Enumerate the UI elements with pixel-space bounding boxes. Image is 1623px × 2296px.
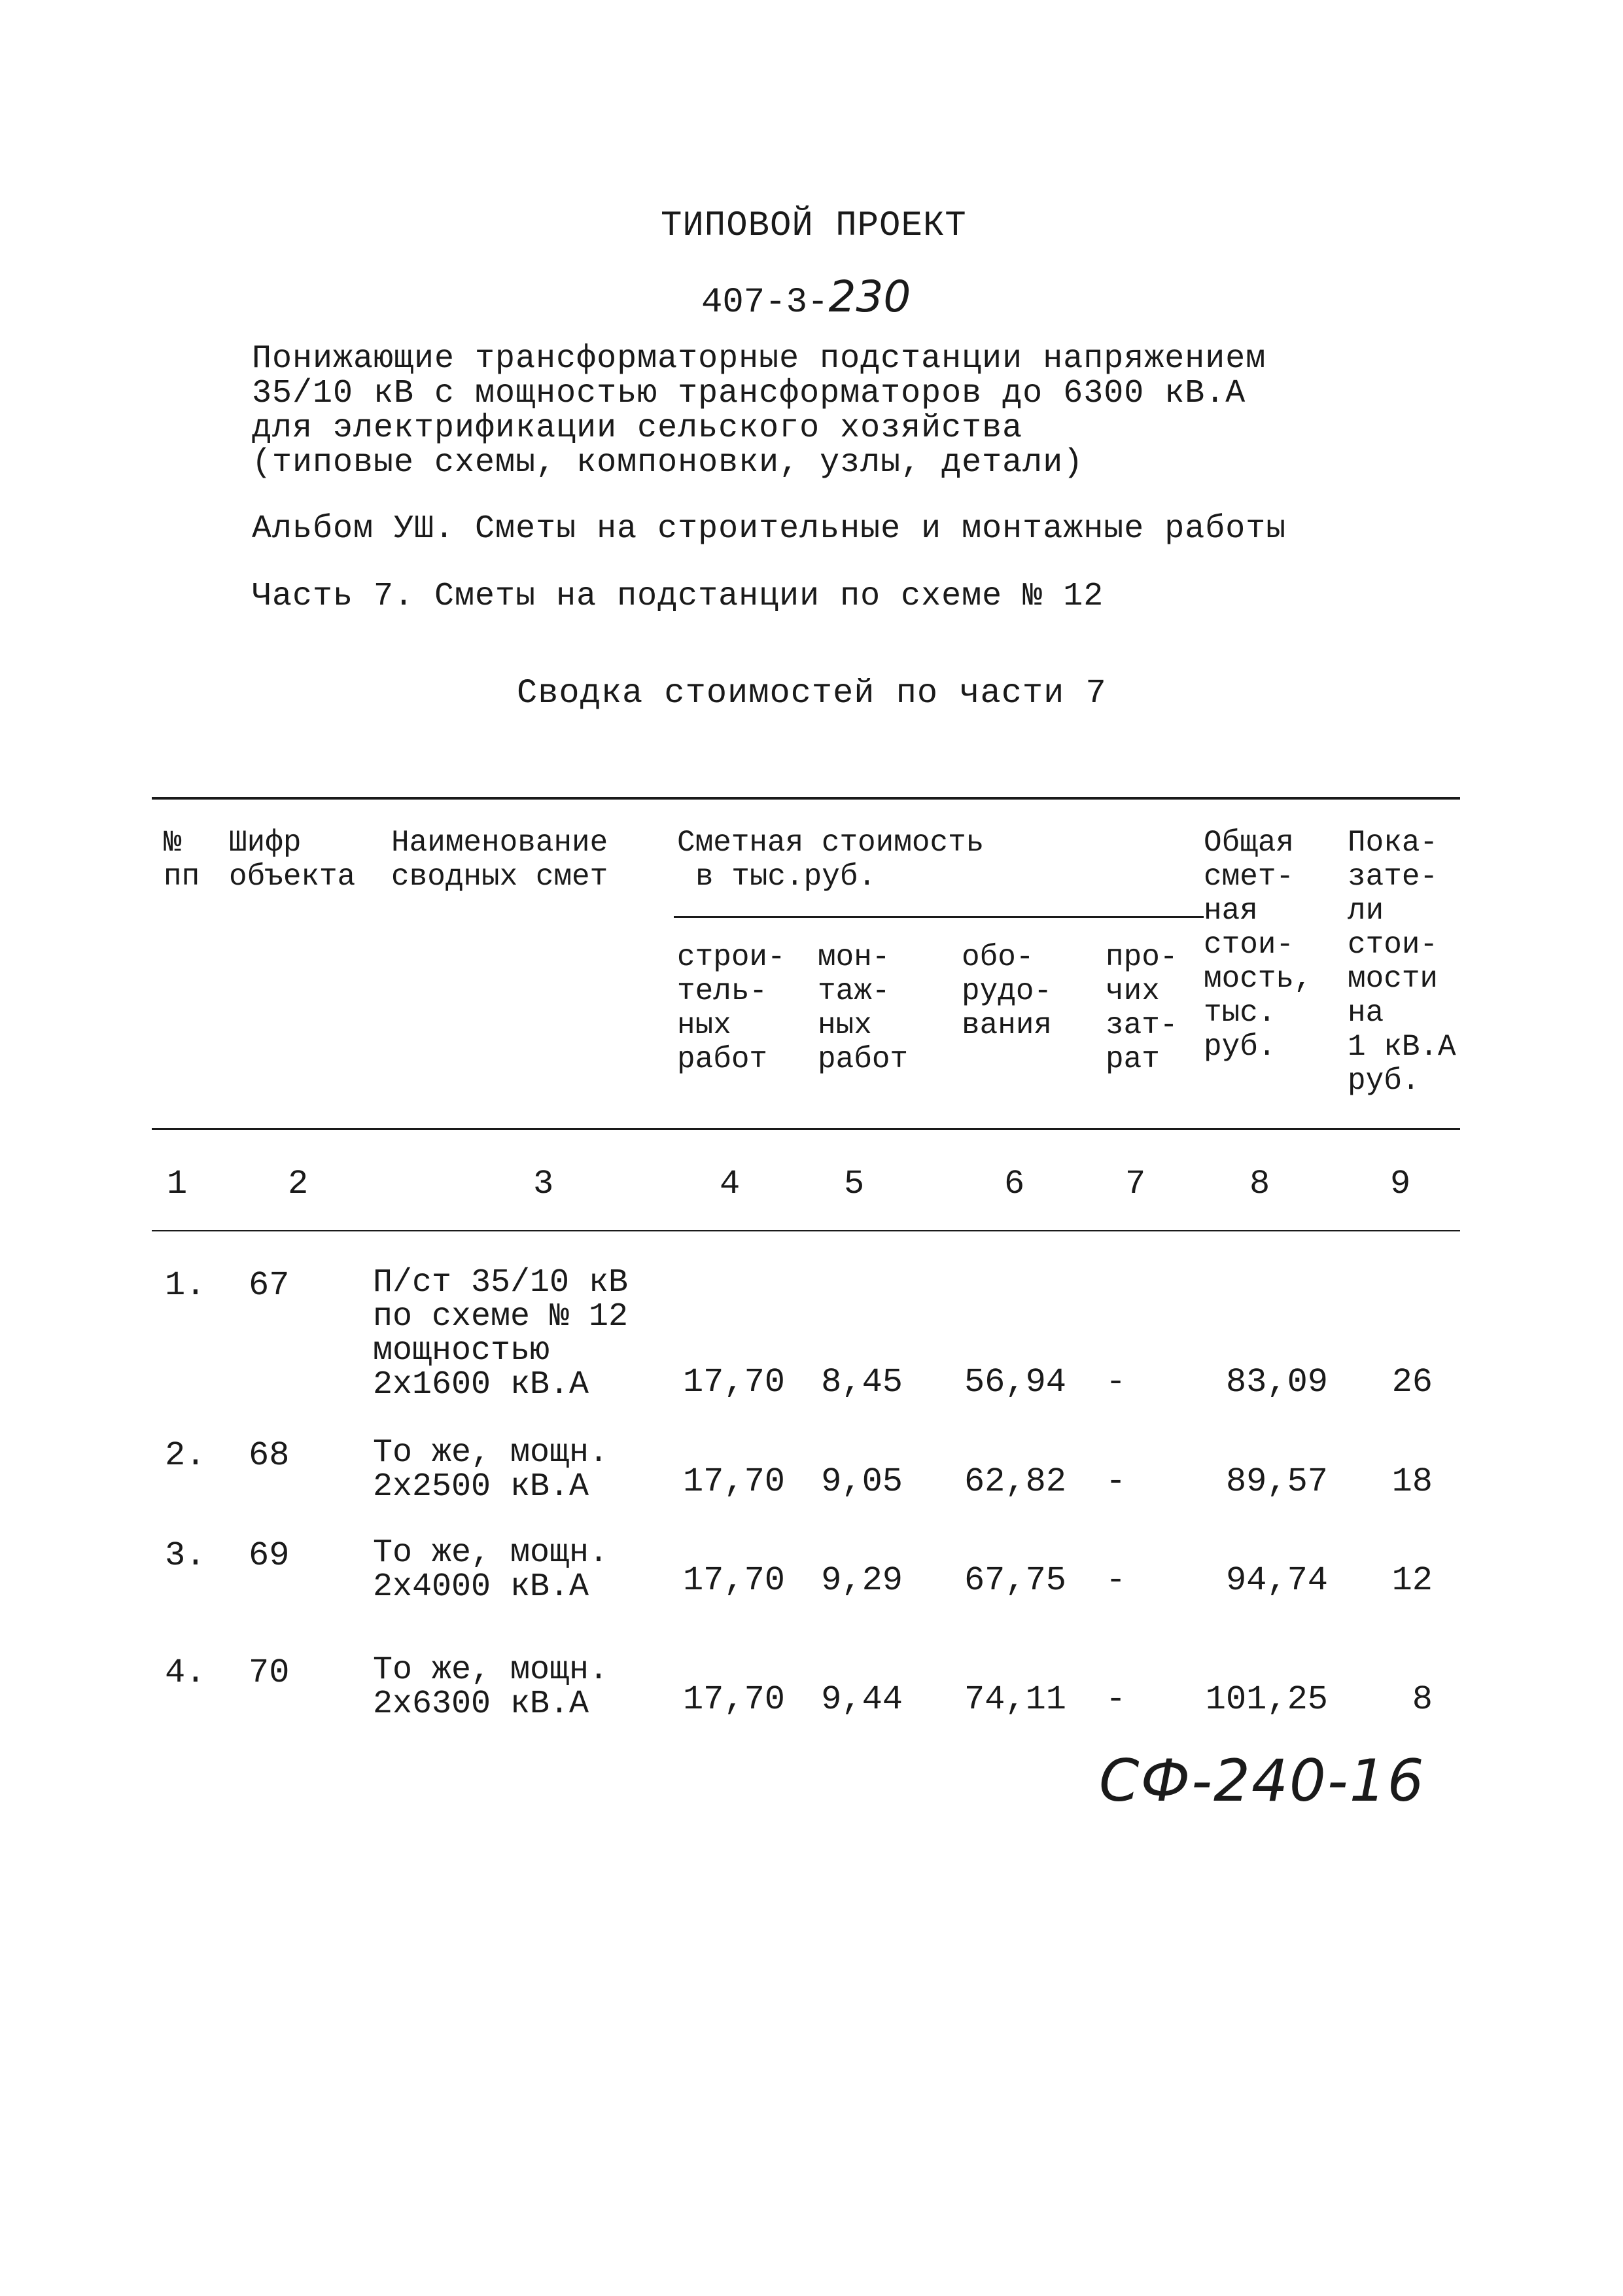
row-equip-cost: 67,75 [964,1561,1066,1600]
row-number: 3. [165,1536,206,1575]
project-code [701,272,911,323]
project-code-handwritten: 230 [828,272,911,322]
part-line: Часть 7. Сметы на подстанции по схеме № 12 [252,578,1104,615]
header-col-build [677,940,786,1076]
header-col-total [1204,826,1312,1064]
column-number-9: 9 [1390,1165,1411,1203]
row-name-line-2: 2х4000 кВ.А [373,1568,589,1606]
row-name-line-2: по схеме № 12 [373,1298,629,1335]
description-line-4: (типовые схемы, компоновки, узлы, детали) [252,444,1084,482]
header-col-mount [818,940,908,1076]
header-col-name-line-2: сводных смет [391,860,608,894]
row-per-kva: 12 [1391,1561,1433,1600]
row-other-cost: - [1106,1462,1126,1501]
header-col-per-kva-line-3: ли [1348,894,1384,928]
group-header-rule [674,916,1204,918]
column-numbers-rule [152,1230,1460,1231]
header-col-per-kva-line-7: 1 кВ.А [1348,1030,1456,1064]
column-number-8: 8 [1249,1165,1270,1203]
header-col-name [391,826,608,894]
header-col-no-line-1: № [164,826,182,860]
header-col-per-kva-line-8: руб. [1348,1064,1420,1098]
header-col-equip-line-2: рудо- [962,974,1053,1008]
header-col-mount-line-1: мон- [818,940,890,974]
description-line-3: для электрификации сельского хозяйства [252,410,1023,447]
header-col-total-line-6: тыс. [1204,996,1276,1030]
header-col-other-line-4: рат [1106,1042,1160,1076]
row-name-line-3: мощностью [373,1332,550,1369]
column-number-2: 2 [288,1165,309,1203]
column-number-4: 4 [720,1165,741,1203]
row-build-cost: 17,70 [682,1680,785,1719]
row-other-cost: - [1106,1680,1126,1719]
row-per-kva: 8 [1412,1680,1433,1719]
header-col-other-line-2: чих [1106,974,1160,1008]
header-col-equip-line-1: обо- [962,940,1034,974]
row-number: 1. [165,1266,206,1305]
row-name-line-2: 2х2500 кВ.А [373,1468,589,1506]
row-code: 67 [249,1266,290,1305]
header-group-line-2: в тыс.руб. [695,860,877,894]
header-col-total-line-5: мость, [1204,962,1312,996]
header-col-per-kva [1348,826,1456,1098]
row-equip-cost: 74,11 [964,1680,1066,1719]
header-col-per-kva-line-6: на [1348,996,1384,1030]
row-name-line-1: П/ст 35/10 кВ [373,1264,629,1301]
row-total-cost: 89,57 [1225,1462,1328,1501]
row-total-cost: 94,74 [1225,1561,1328,1600]
column-number-7: 7 [1125,1165,1146,1203]
header-col-build-line-3: ных [677,1008,731,1042]
header-col-equip [962,940,1052,1042]
header-col-no [164,826,200,894]
project-code-prefix: 407-3- [701,283,829,323]
row-equip-cost: 56,94 [964,1363,1066,1402]
row-per-kva: 26 [1391,1363,1433,1402]
row-total-cost: 101,25 [1205,1680,1328,1719]
album-line: Альбом УШ. Сметы на строительные и монтажные работы [252,510,1287,548]
document-title: ТИПОВОЙ ПРОЕКТ [661,206,967,246]
row-number: 4. [165,1653,206,1692]
row-name [373,1653,608,1722]
header-col-mount-line-4: работ [818,1042,909,1076]
column-number-3: 3 [533,1165,554,1203]
row-code: 70 [249,1653,290,1692]
row-other-cost: - [1106,1561,1126,1600]
header-col-mount-line-3: ных [818,1008,872,1042]
row-name-line-1: То же, мощн. [373,1434,609,1472]
header-bottom-rule [152,1128,1460,1130]
header-col-other-line-3: зат- [1106,1008,1178,1042]
row-build-cost: 17,70 [682,1561,785,1600]
row-number: 2. [165,1436,206,1475]
header-col-name-line-1: Наименование [391,826,608,860]
row-name-line-2: 2х6300 кВ.А [373,1686,589,1723]
header-col-total-line-3: ная [1204,894,1258,928]
row-build-cost: 17,70 [682,1462,785,1501]
row-mount-cost: 8,45 [821,1363,903,1402]
header-col-per-kva-line-2: зате- [1348,860,1439,894]
row-equip-cost: 62,82 [964,1462,1066,1501]
row-total-cost: 83,09 [1225,1363,1328,1402]
header-col-total-line-1: Общая [1204,826,1295,860]
row-name [373,1436,608,1504]
row-code: 68 [249,1436,290,1475]
row-mount-cost: 9,29 [821,1561,903,1600]
header-col-per-kva-line-1: Пока- [1348,826,1439,860]
description-line-1: Понижающие трансформаторные подстанции напряжением [252,340,1266,378]
header-group-estimate [677,826,984,894]
row-name [373,1266,628,1402]
column-number-1: 1 [167,1165,188,1203]
header-col-no-line-2: пп [164,860,200,894]
row-mount-cost: 9,44 [821,1680,903,1719]
header-col-other-line-1: про- [1106,940,1178,974]
header-col-equip-line-3: вания [962,1008,1053,1042]
header-col-build-line-2: тель- [677,974,768,1008]
header-group-line-1: Сметная стоимость [677,826,985,860]
header-col-mount-line-2: таж- [818,974,890,1008]
column-number-6: 6 [1004,1165,1025,1203]
row-name-line-1: То же, мощн. [373,1651,609,1689]
row-build-cost: 17,70 [682,1363,785,1402]
header-col-per-kva-line-4: стои- [1348,928,1439,962]
header-col-other [1106,940,1178,1076]
table-top-rule [152,797,1460,800]
row-code: 69 [249,1536,290,1575]
description-line-2: 35/10 кВ с мощностью трансформаторов до 6300 кВ.А [252,375,1246,412]
header-col-code-line-2: объекта [229,860,356,894]
row-other-cost: - [1106,1363,1126,1402]
header-col-per-kva-line-5: мости [1348,962,1439,996]
header-col-build-line-4: работ [677,1042,768,1076]
column-number-5: 5 [844,1165,865,1203]
row-name-line-4: 2х1600 кВ.А [373,1366,589,1404]
row-per-kva: 18 [1391,1462,1433,1501]
header-col-total-line-7: руб. [1204,1030,1276,1064]
handwritten-stamp: СФ-240-16 [1099,1747,1425,1814]
row-name [373,1536,608,1604]
header-col-total-line-2: смет- [1204,860,1295,894]
header-col-code [229,826,355,894]
header-col-total-line-4: стои- [1204,928,1295,962]
header-col-code-line-1: Шифр [229,826,302,860]
header-col-build-line-1: строи- [677,940,786,974]
summary-title: Сводка стоимостей по части 7 [517,674,1107,713]
row-name-line-1: То же, мощн. [373,1534,609,1572]
row-mount-cost: 9,05 [821,1462,903,1501]
